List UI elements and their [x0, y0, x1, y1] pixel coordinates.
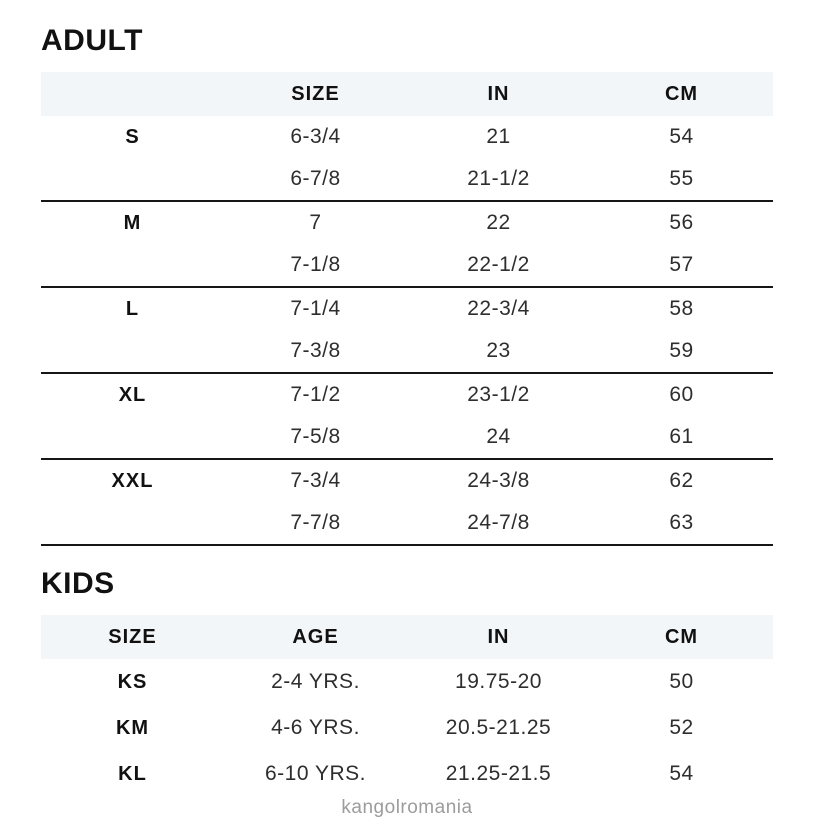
table-cell: 54	[669, 762, 694, 785]
adult-size-table	[41, 72, 773, 546]
table-cell: 7-1/2	[290, 383, 341, 406]
table-row	[41, 202, 773, 244]
table-cell: 24-3/8	[467, 469, 530, 492]
table-cell: 22	[486, 211, 511, 234]
table-cell: 4-6 YRS.	[271, 716, 360, 739]
table-row	[41, 244, 773, 286]
table-cell: 23-1/2	[467, 383, 530, 406]
size-group-label: S	[125, 125, 140, 148]
adult-section-title: ADULT	[41, 24, 143, 57]
table-cell: 7	[309, 211, 322, 234]
adult-table-body	[41, 116, 773, 546]
watermark-text: kangolromania	[341, 797, 473, 818]
table-cell: 52	[669, 716, 694, 739]
size-group-label: M	[123, 211, 142, 234]
table-cell: 59	[669, 339, 694, 362]
size-group-label: L	[125, 297, 140, 320]
table-row	[41, 158, 773, 200]
table-row	[41, 659, 773, 705]
table-cell: 7-3/8	[290, 339, 341, 362]
table-cell: 50	[669, 670, 694, 693]
column-header-cm: CM	[664, 625, 699, 648]
table-cell: 24	[486, 425, 511, 448]
table-cell: 22-1/2	[467, 253, 530, 276]
column-header-in: IN	[487, 625, 510, 648]
table-cell: 22-3/4	[467, 297, 530, 320]
table-cell: 7-1/8	[290, 253, 341, 276]
table-cell: 20.5-21.25	[445, 716, 552, 739]
kids-size-label: KM	[115, 716, 150, 739]
adult-size-group	[41, 460, 773, 546]
table-row	[41, 460, 773, 502]
table-row	[41, 416, 773, 458]
column-header-age: AGE	[292, 625, 339, 648]
table-row	[41, 288, 773, 330]
table-cell: 58	[669, 297, 694, 320]
kids-size-label: KS	[117, 670, 148, 693]
table-cell: 7-5/8	[290, 425, 341, 448]
column-header-size: SIZE	[291, 82, 340, 105]
table-cell: 55	[669, 167, 694, 190]
table-row	[41, 330, 773, 372]
table-row	[41, 502, 773, 544]
table-cell: 7-7/8	[290, 511, 341, 534]
table-cell: 21-1/2	[467, 167, 530, 190]
table-row	[41, 116, 773, 158]
table-cell: 56	[669, 211, 694, 234]
size-group-label: XL	[118, 383, 147, 406]
table-row	[41, 751, 773, 797]
table-cell: 6-7/8	[290, 167, 341, 190]
table-cell: 7-3/4	[290, 469, 341, 492]
adult-table-header	[41, 72, 773, 116]
column-header-in: IN	[487, 82, 510, 105]
table-cell: 23	[486, 339, 511, 362]
table-cell: 61	[669, 425, 694, 448]
adult-size-group	[41, 288, 773, 374]
table-cell: 6-3/4	[290, 125, 341, 148]
table-row	[41, 705, 773, 751]
table-cell: 62	[669, 469, 694, 492]
kids-section-title: KIDS	[41, 567, 115, 600]
table-cell: 2-4 YRS.	[271, 670, 360, 693]
table-cell: 60	[669, 383, 694, 406]
table-cell: 24-7/8	[467, 511, 530, 534]
table-cell: 7-1/4	[290, 297, 341, 320]
table-cell: 19.75-20	[455, 670, 542, 693]
adult-size-group	[41, 202, 773, 288]
table-cell: 54	[669, 125, 694, 148]
kids-size-label: KL	[118, 762, 147, 785]
kids-table-header	[41, 615, 773, 659]
table-cell: 21	[486, 125, 511, 148]
column-header-cm: CM	[664, 82, 699, 105]
table-cell: 21.25-21.5	[445, 762, 552, 785]
adult-size-group	[41, 116, 773, 202]
kids-table-body	[41, 659, 773, 797]
adult-size-group	[41, 374, 773, 460]
size-group-label: XXL	[111, 469, 154, 492]
column-header-size: SIZE	[108, 625, 157, 648]
table-cell: 6-10 YRS.	[265, 762, 366, 785]
table-row	[41, 374, 773, 416]
kids-size-table	[41, 615, 773, 797]
table-cell: 57	[669, 253, 694, 276]
table-cell: 63	[669, 511, 694, 534]
